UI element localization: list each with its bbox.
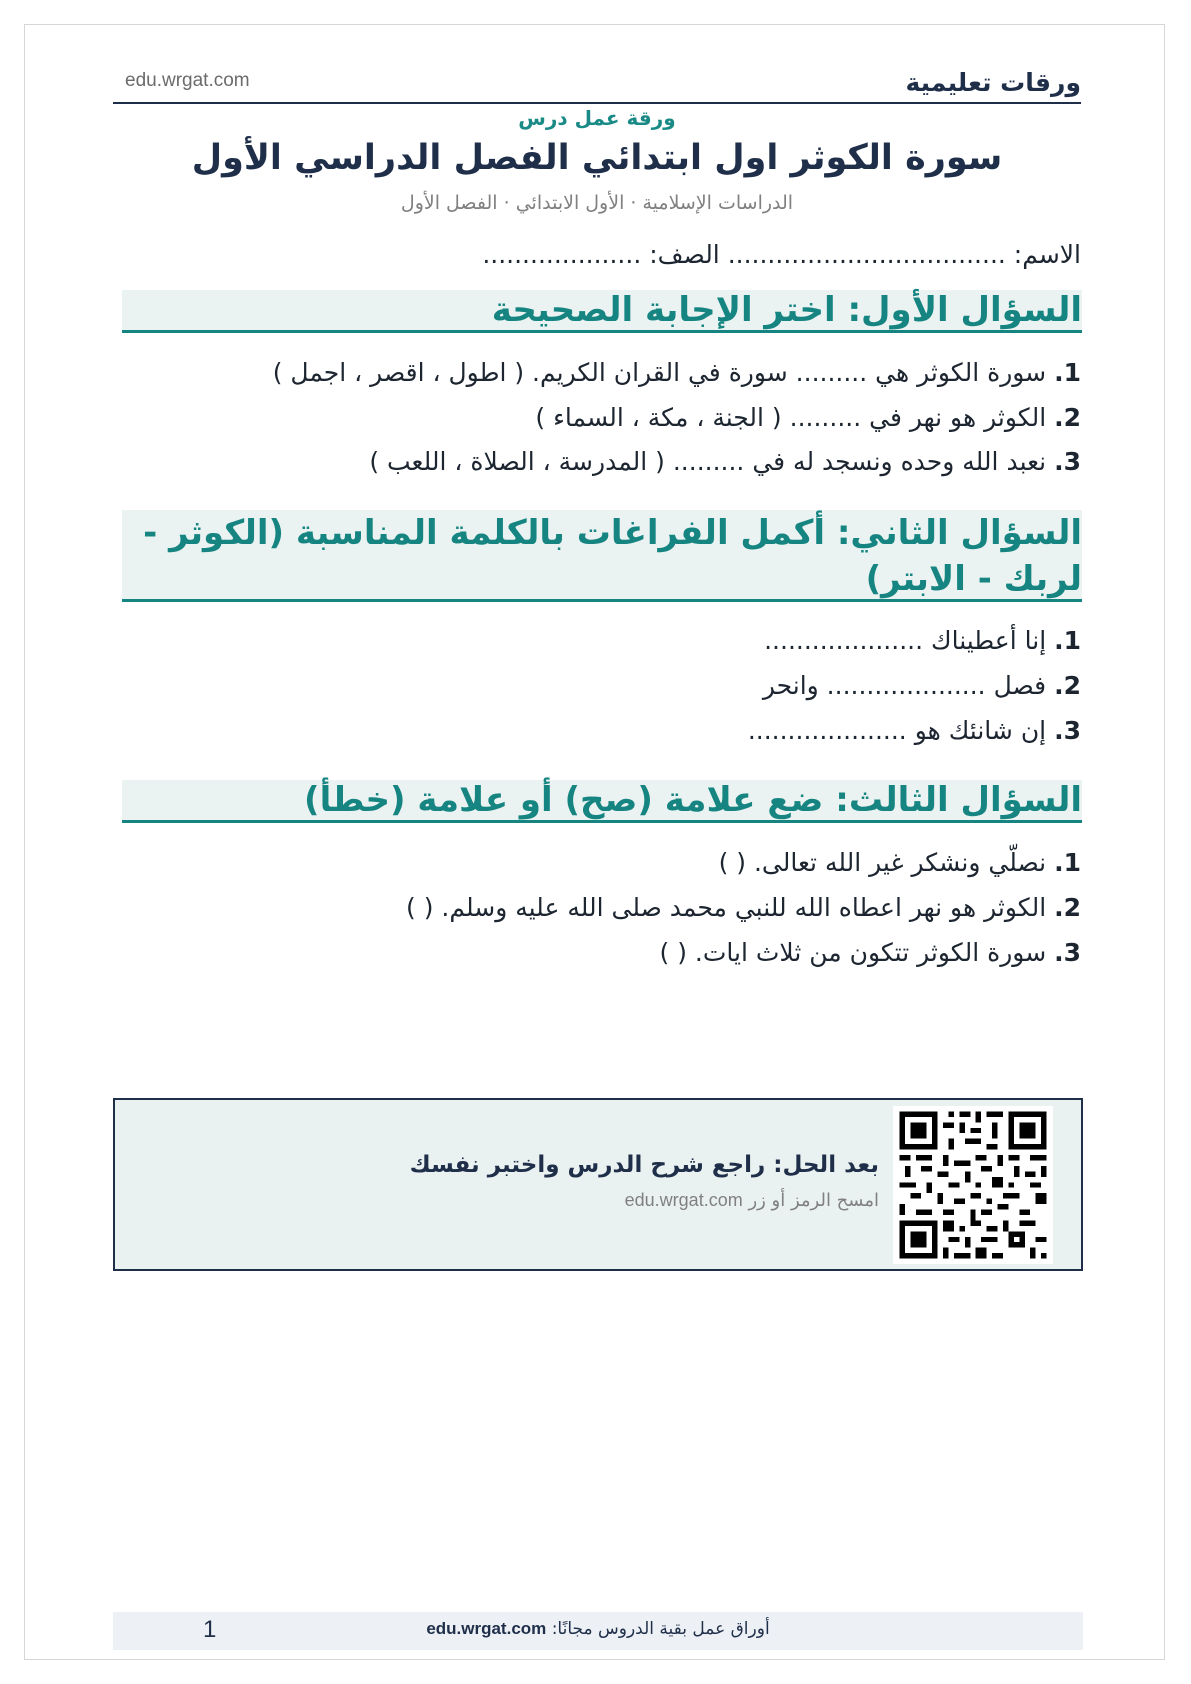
section-heading-1	[122, 290, 1082, 333]
page-number: 1	[203, 1616, 217, 1643]
cta-box	[113, 1098, 1083, 1271]
question-item	[406, 893, 1081, 922]
question-item	[748, 716, 1081, 745]
student-info-line: الاسم: ................................... الصف: ....................	[482, 240, 1081, 269]
footer-site-link[interactable]: edu.wrgat.com	[426, 1619, 547, 1638]
item-text: إنا أعطيناك ....................	[764, 626, 1047, 655]
page-subtitle: الدراسات الإسلامية · الأول الابتدائي · الفصل الأول	[400, 192, 794, 214]
header-bar	[113, 64, 1081, 104]
item-text: نعبد الله وحده ونسجد له في ......... ( المدرسة ، الصلاة ، اللعب )	[369, 447, 1047, 476]
section-heading-2	[122, 510, 1082, 602]
site-link-top[interactable]: edu.wrgat.com	[125, 70, 250, 91]
question-item	[719, 848, 1081, 877]
cta-sub-prefix: امسح الرمز أو زر	[748, 1190, 879, 1211]
question-item	[369, 447, 1081, 476]
item-text: سورة الكوثر هي ......... سورة في القران الكريم. ( اطول ، اقصر ، اجمل )	[272, 358, 1047, 387]
page-footer	[113, 1612, 1083, 1650]
cta-title: بعد الحل: راجع شرح الدرس واختبر نفسك	[409, 1152, 879, 1178]
item-number: 1.	[1054, 626, 1081, 655]
section-title-3: السؤال الثالث: ضع علامة (صح) أو علامة (خطأ)	[304, 780, 1082, 820]
item-number: 2.	[1054, 403, 1081, 432]
item-text: فصل .................... وانحر	[762, 671, 1047, 700]
item-number: 1.	[1054, 848, 1081, 877]
cta-site-link[interactable]: edu.wrgat.com	[624, 1190, 743, 1210]
section-title-2: السؤال الثاني: أكمل الفراغات بالكلمة المناسبة (الكوثر - لربك - الابتر)	[143, 513, 1082, 599]
qr-code-icon[interactable]	[893, 1106, 1053, 1264]
item-text: الكوثر هو نهر اعطاه الله للنبي محمد صلى الله عليه وسلم. ( )	[406, 893, 1047, 922]
footer-label: أوراق عمل بقية الدروس مجانًا:	[551, 1619, 770, 1639]
item-number: 3.	[1054, 938, 1081, 967]
page-frame	[24, 24, 1165, 1660]
item-text: إن شانئك هو ....................	[747, 716, 1047, 745]
item-number: 2.	[1054, 893, 1081, 922]
page-title: سورة الكوثر اول ابتدائي الفصل الدراسي الأول	[191, 138, 1003, 178]
brand-title: ورقات تعليمية	[905, 68, 1081, 97]
section-heading-3	[122, 780, 1082, 823]
item-number: 3.	[1054, 447, 1081, 476]
item-number: 1.	[1054, 358, 1081, 387]
item-text: نصلّي ونشكر غير الله تعالى. ( )	[718, 848, 1047, 877]
question-item	[535, 403, 1081, 432]
item-text: سورة الكوثر تتكون من ثلاث ايات. ( )	[659, 938, 1047, 967]
item-number: 2.	[1054, 671, 1081, 700]
question-item	[273, 358, 1081, 387]
cta-subtitle	[625, 1190, 879, 1211]
item-text: الكوثر هو نهر في ......... ( الجنة ، مكة ، السماء )	[535, 403, 1047, 432]
question-item	[763, 671, 1081, 700]
section-title-1: السؤال الأول: اختر الإجابة الصحيحة	[491, 290, 1082, 330]
footer-text	[113, 1619, 1083, 1639]
worksheet-kicker: ورقة عمل درس	[518, 106, 676, 130]
item-number: 3.	[1054, 716, 1081, 745]
question-item	[660, 938, 1081, 967]
question-item	[764, 626, 1081, 655]
